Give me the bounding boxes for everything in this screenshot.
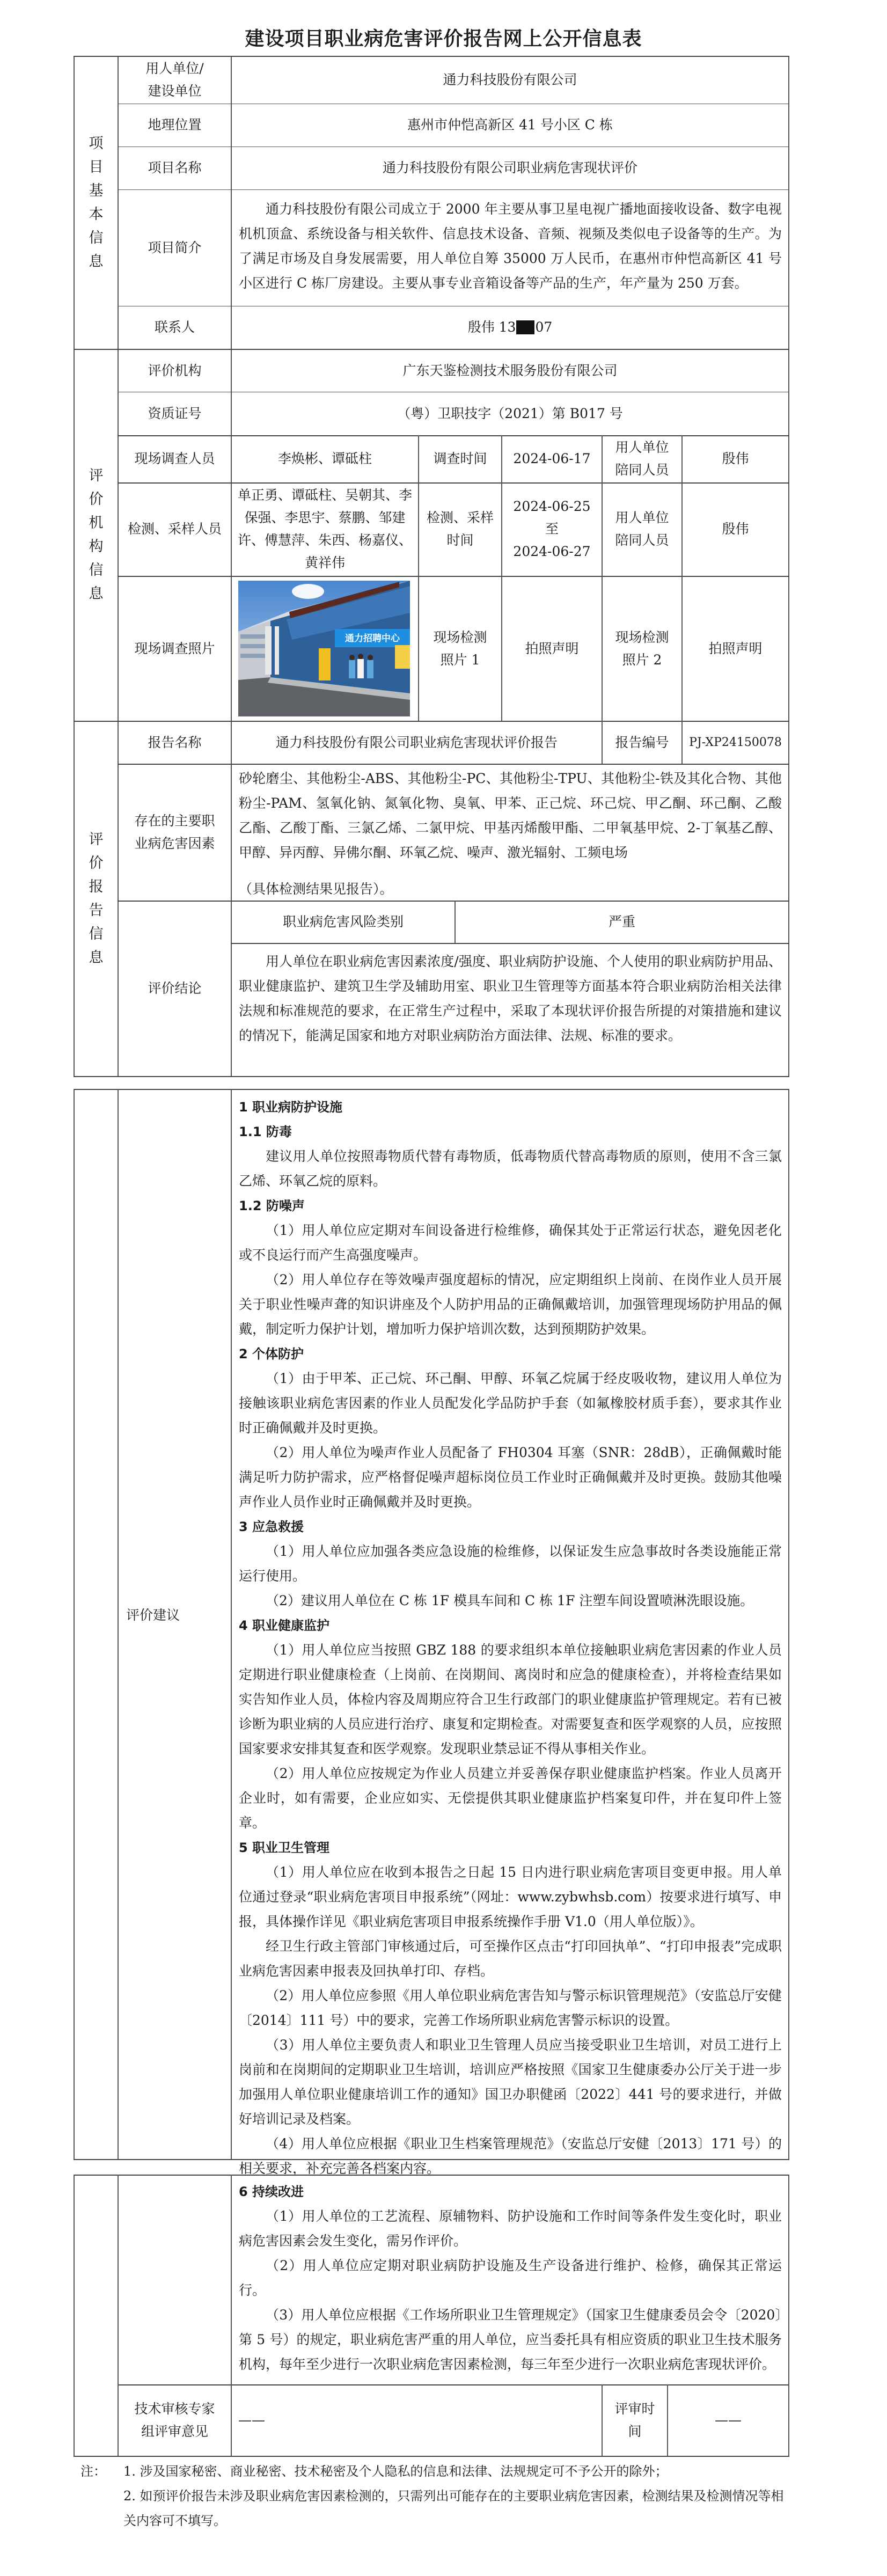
cert-value: （粤）卫职技字（2021）第 B017 号 xyxy=(397,405,623,421)
photo2-label: 现场检测 照片 2 xyxy=(615,629,669,668)
hazards-note: （具体检测结果见报告）。 xyxy=(239,881,393,897)
photo1-statement: 拍照声明 xyxy=(525,640,579,656)
page-title: 建设项目职业病危害评价报告网上公开信息表 xyxy=(245,28,642,50)
project-intro-value: 通力科技股份有限公司成立于 2000 年主要从事卫星电视广播地面接收设备、数字电视机机顶盒、系统设备与相关软件、信息技术设备、音频、视频及类似电子设备等的生产。为了满足市场及自身发展需要，用人单位自筹 35000 万人民币，在惠州市仲恺高新区 41 号小区进行 C 栋厂房建设。主要从事专业音箱设备等产品的生产，年产量为 250 万套。 xyxy=(239,201,782,291)
project-name-label: 项目名称 xyxy=(148,160,202,175)
contact-label: 联系人 xyxy=(154,319,195,335)
section-label-report: 评 价 报 告 信 息 xyxy=(89,831,104,966)
suggestion-paragraph: （1）用人单位应加强各类应急设施的检维修，以保证发生应急事故时各类设施能正常运行使用。 xyxy=(239,1543,782,1584)
suggestion-paragraph: （3）用人单位应根据《工作场所职业卫生管理规定》（国家卫生健康委员会令〔2020〕第 5 号）的规定，职业病危害严重的用人单位，应当委托具有相应资质的职业卫生技术服务机构，每年至少进行一次职业病危害因素检测，每三年至少进行一次职业病危害现状评价。 xyxy=(239,2307,782,2372)
suggestion-heading: 2 个体防护 xyxy=(239,1346,304,1362)
suggestion-paragraph: （1）由于甲苯、正己烷、环己酮、甲醇、环氧乙烷属于经皮吸收物，建议用人单位为接触该职业病危害因素的作业人员配发化学品防护手套（如氟橡胶材质手套），要求其作业时正确佩戴并及时更换。 xyxy=(239,1371,782,1436)
suggestion-heading: 1.1 防毒 xyxy=(239,1124,292,1139)
review-time-value: —— xyxy=(715,2412,742,2428)
suggestion-paragraph: （2）用人单位为噪声作业人员配备了 FH0304 耳塞（SNR：28dB），正确佩戴时能满足听力防护需求，应严格督促噪声超标岗位员工作业时正确佩戴并及时更换。鼓励其他噪声作业人员作业时正确佩戴并及时更换。 xyxy=(239,1445,782,1510)
photo-label: 现场调查照片 xyxy=(134,640,215,656)
phone-redaction xyxy=(516,320,534,334)
contact-name: 殷伟 13 xyxy=(467,319,516,335)
expert-opinion-value: —— xyxy=(238,2412,265,2428)
suggestion-heading: 1.2 防噪声 xyxy=(239,1198,305,1213)
suggestion-paragraph: （2）用人单位应定期对职业病防护设施及生产设备进行维护、检修，确保其正常运行。 xyxy=(239,2258,782,2298)
suggestion-paragraph: （2）用人单位应按规定为作业人员建立并妥善保存职业健康监护档案。作业人员离开企业时，如有需要，企业应如实、无偿提供其职业健康监护档案复印件，并在复印件上签章。 xyxy=(239,1766,782,1831)
sampling-accompany-label: 用人单位 陪同人员 xyxy=(615,510,669,548)
contact-phone-suffix: 07 xyxy=(535,319,553,335)
photo2-statement: 拍照声明 xyxy=(708,640,763,656)
report-no-value: PJ-XP24150078 xyxy=(689,735,782,749)
hazards-label: 存在的主要职 业病危害因素 xyxy=(134,813,215,851)
contact-value xyxy=(232,306,788,349)
sampling-time-label: 检测、采样 时间 xyxy=(426,510,494,548)
survey-accompany-label: 用人单位 陪同人员 xyxy=(615,440,669,478)
hazards-list: 砂轮磨尘、其他粉尘-ABS、其他粉尘-PC、其他粉尘-TPU、其他粉尘-铁及其化合物、其他粉尘-PAM、氢氧化钠、氮氧化物、臭氧、甲苯、正己烷、环己烷、甲乙酮、环己酮、乙酸乙酯、乙酸丁酯、三氯乙烯、二氯甲烷、甲基丙烯酸甲酯、二甲氧基甲烷、2-丁氧基乙醇、甲醇、异丙醇、异佛尔酮、环氧乙烷、噪声、激光辐射、工频电场 xyxy=(239,771,782,860)
cert-label: 资质证号 xyxy=(148,405,202,421)
suggestion-heading: 4 职业健康监护 xyxy=(239,1618,330,1633)
employer-label: 用人单位/ 建设单位 xyxy=(145,61,204,99)
suggestion-paragraph: （2）用人单位应参照《用人单位职业病危害告知与警示标识管理规范》（安监总厅安健〔2014〕111 号）中的要求，完善工作场所职业病危害警示标识的设置。 xyxy=(239,1988,782,2028)
sampling-staff-value: 单正勇、谭砥柱、吴朝其、李保强、李思宇、蔡鹏、邹建许、傅慧萍、朱西、杨嘉仪、黄祥伟 xyxy=(237,487,412,570)
suggestion-heading: 3 应急救援 xyxy=(239,1519,304,1534)
org-value: 广东天鉴检测技术服务股份有限公司 xyxy=(402,362,618,378)
photo-sign-text: 通力招聘中心 xyxy=(345,633,400,644)
conclusion-value: 用人单位在职业病危害因素浓度/强度、职业病防护设施、个人使用的职业病防护用品、职业健康监护、建筑卫生学及辅助用室、职业卫生管理等方面基本符合职业病防治相关法律法规和标准规范的要求，在正常生产过程中，采取了本现状评价报告所提的对策措施和建议的情况下，能满足国家和地方对职业病防治方面法律、法规、标准的要求。 xyxy=(239,954,782,1043)
hazards-value xyxy=(239,766,782,902)
org-label: 评价机构 xyxy=(148,362,202,378)
conclusion-label: 评价结论 xyxy=(148,980,202,996)
suggestions-label: 评价建议 xyxy=(126,1607,180,1623)
review-time-label: 评审时 间 xyxy=(614,2401,655,2439)
note-item: 2. 如预评价报告未涉及职业病危害因素检测的，只需列出可能存在的主要职业病危害因素，检测结果及检测情况等相关内容可不填写。 xyxy=(123,2489,784,2528)
suggestion-paragraph: （1）用人单位应当按照 GBZ 188 的要求组织本单位接触职业病危害因素的作业人员定期进行职业健康检查（上岗前、在岗期间、离岗时和应急的健康检查），并将检查结果如实告知作业人员，体检内容及周期应符合卫生行政部门的职业健康监护管理规定。若有已被诊断为职业病的人员应进行治疗、康复和定期检查。对需要复查和医学观察的人员，应按照国家要求安排其复查和医学观察。发现职业禁忌证不得从事相关作业。 xyxy=(239,1642,782,1757)
project-name-value: 通力科技股份有限公司职业病危害现状评价 xyxy=(382,160,637,175)
suggestion-paragraph: （1）用人单位应在收到本报告之日起 15 日内进行职业病危害项目变更申报。用人单位通过登录“职业病危害项目申报系统”（网址：www.zybwhsb.com）按要求进行填写、申报，具体操作详见《职业病危害项目申报系统操作手册 V1.0（用人单位版）》。 xyxy=(239,1864,782,1929)
suggestion-paragraph: （4）用人单位应根据《职业卫生档案管理规范》（安监总厅安健〔2013〕171 号）的相关要求，补充完善各档案内容。 xyxy=(239,2136,782,2176)
survey-staff-value: 李焕彬、谭砥柱 xyxy=(277,451,372,466)
suggestions-continued xyxy=(239,2179,782,2377)
employer-value: 通力科技股份有限公司 xyxy=(443,72,577,87)
report-name-value: 通力科技股份有限公司职业病危害现状评价报告 xyxy=(275,734,558,750)
suggestion-paragraph: 建议用人单位按照毒物质代替有毒物质，低毒物质代替高毒物质的原则，使用不含三氯乙烯、环氧乙烷的原料。 xyxy=(239,1148,782,1189)
suggestion-paragraph: （3）用人单位主要负责人和职业卫生管理人员应当接受职业卫生培训，对员工进行上岗前和在岗期间的定期职业卫生培训，培训应严格按照《国家卫生健康委办公厅关于进一步加强用人单位职业健康培训工作的通知》国卫办职健函〔2022〕441 号的要求进行，并做好培训记录及档案。 xyxy=(239,2037,782,2127)
building-photo-illustration xyxy=(238,581,410,716)
suggestion-paragraph: （1）用人单位应定期对车间设备进行检维修，确保其处于正常运行状态，避免因老化或不良运行而产生高强度噪声。 xyxy=(239,1223,782,1263)
survey-time-value: 2024-06-17 xyxy=(513,451,591,466)
section-label-basic: 项 目 基 本 信 息 xyxy=(89,135,104,270)
sampling-staff-label: 检测、采样人员 xyxy=(127,521,222,537)
risk-category-value: 严重 xyxy=(608,914,635,930)
note-item: 1. 涉及国家秘密、商业秘密、技术秘密及个人隐私的信息和法律、法规规定可不予公开的除外； xyxy=(123,2464,668,2479)
suggestion-heading: 5 职业卫生管理 xyxy=(239,1840,330,1855)
suggestion-paragraph: （2）建议用人单位在 C 栋 1F 模具车间和 C 栋 1F 注塑车间设置喷淋洗眼设施。 xyxy=(266,1593,754,1608)
sampling-time-value: 2024-06-25 至 2024-06-27 xyxy=(513,499,591,559)
location-label: 地理位置 xyxy=(148,117,202,133)
location-value: 惠州市仲恺高新区 41 号小区 C 栋 xyxy=(407,117,613,133)
suggestion-paragraph: （2）用人单位存在等效噪声强度超标的情况，应定期组织上岗前、在岗作业人员开展关于职业性噪声聋的知识讲座及个人防护用品的正确佩戴培训，加强管理现场防护用品的佩戴，制定听力保护计划，增加听力保护培训次数，达到预期防护效果。 xyxy=(239,1272,782,1337)
risk-category-label: 职业病危害风险类别 xyxy=(282,914,404,930)
suggestion-paragraph: 经卫生行政主管部门审核通过后，可至操作区点击“打印回执单”、“打印申报表”完成职业病危害因素申报表及回执单打印、存档。 xyxy=(239,1938,782,1979)
report-name-label: 报告名称 xyxy=(148,734,202,750)
expert-review-label: 技术审核专家 组评审意见 xyxy=(134,2401,215,2439)
section-label-org: 评 价 机 构 信 息 xyxy=(89,467,104,602)
suggestion-paragraph: （1）用人单位的工艺流程、原辅物料、防护设施和工作时间等条件发生变化时，职业病危害因素会发生变化，需另作评价。 xyxy=(239,2208,782,2249)
survey-time-label: 调查时间 xyxy=(433,451,487,466)
project-intro-label: 项目简介 xyxy=(148,239,202,255)
site-survey-photo xyxy=(238,581,410,716)
suggestions-content xyxy=(239,1095,782,2181)
report-no-label: 报告编号 xyxy=(615,734,669,750)
suggestion-heading: 6 持续改进 xyxy=(239,2184,304,2199)
photo1-label: 现场检测 照片 1 xyxy=(433,629,487,668)
sampling-accompany-value: 殷伟 xyxy=(722,521,749,537)
survey-staff-label: 现场调查人员 xyxy=(134,451,215,466)
suggestion-heading: 1 职业病防护设施 xyxy=(239,1100,343,1115)
survey-accompany-value: 殷伟 xyxy=(722,451,749,466)
notes-prefix: 注： xyxy=(80,2464,106,2479)
